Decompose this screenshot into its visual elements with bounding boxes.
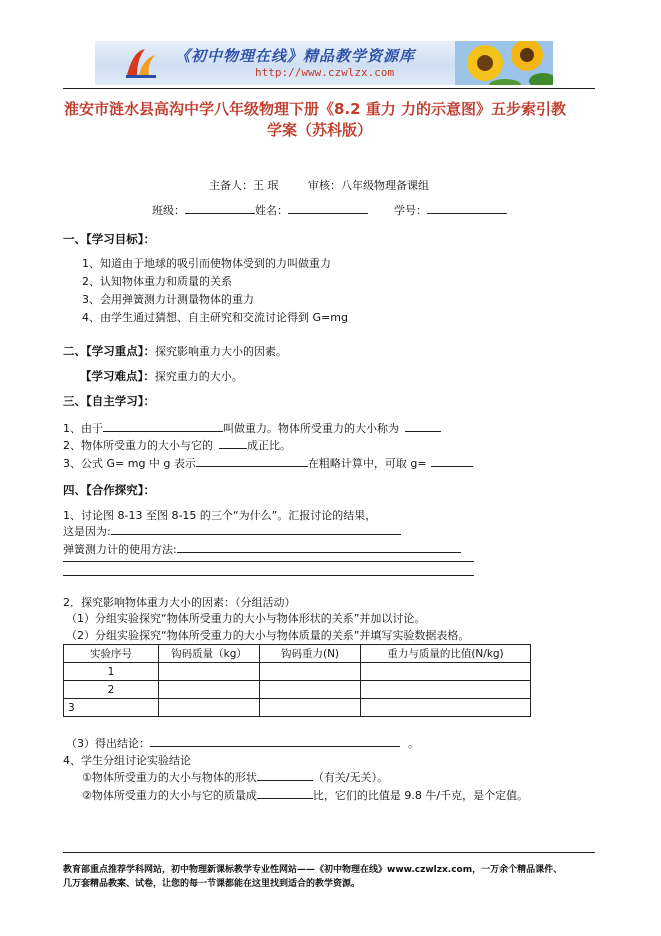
table-cell[interactable] [361,681,531,699]
class-field [152,202,507,218]
goal-item-3: 3、会用弹簧测力计测量物体的重力 [82,293,254,306]
difficulty-heading: 【学习难点】： [80,369,155,383]
conclusion-2-prefix: ②物体所受重力的大小与它的质量成 [82,789,257,802]
goal-item-4: 4、由学生通过猜想、自主研究和交流讨论得到 G=mg [82,311,348,324]
name-blank [288,203,368,214]
table-cell[interactable] [159,681,260,699]
header-divider [63,88,595,89]
section-learning-goals: 一、【学习目标】： [63,232,155,246]
banner-title: 《初中物理在线》精品教学资源库 [175,47,416,65]
table-row [64,681,531,699]
class-label: 班级： [152,204,185,217]
banner-url: http://www.czwlzx.com [255,66,395,79]
footer-divider [63,852,595,853]
experiment-data-table [63,644,531,717]
key-points-text: 探究影响重力大小的因素。 [155,345,287,358]
coop-q4: 4、学生分组讨论实验结论 [63,754,191,767]
q1-blank-1 [103,421,223,432]
reviewer-label: 审核：八年级物理备课组 [308,179,429,192]
conclusion-1-blank [257,770,313,781]
coop-usage [63,541,461,557]
table-cell[interactable] [361,663,531,681]
table-cell: 1 [64,663,159,681]
coop-q2-2: （2）分组实验探究“物体所受重力的大小与物体质量的关系”并填写实验数据表格。 [66,629,470,642]
table-header-row [64,645,531,663]
coop-q2-3 [66,735,419,751]
class-blank [185,203,255,214]
page-title-line1: 淮安市涟水县高沟中学八年级物理下册《8.2 重力 力的示意图》五步索引教 [64,100,567,118]
conclusion-1 [82,769,388,785]
q2-blank [219,438,247,449]
section-self-study: 三、【自主学习】： [63,394,155,408]
table-cell[interactable] [260,663,361,681]
conclusion-end: 。 [408,737,419,750]
q3-blank-1 [196,456,308,467]
conclusion-1-prefix: ①物体所受重力的大小与物体的形状 [82,771,257,784]
table-row [64,699,531,717]
usage-blank [177,542,461,553]
coop-q1: 1、讨论图 8-13 至图 8-15 的三个“为什么”。汇报讨论的结果， [63,509,377,522]
q2-suffix: 成正比。 [247,439,291,452]
coop-q2: 2．探究影响物体重力大小的因素：（分组活动） [63,596,296,609]
table-cell: 3 [64,699,159,717]
coop-q2-1: （1）分组实验探究“物体所受重力的大小与物体形状的关系”并加以讨论。 [66,612,426,625]
conclusion-blank [150,736,400,747]
q3-prefix: 3、公式 G= mg 中 g 表示 [63,457,196,470]
reason-label: 这是因为: [63,525,111,538]
page-title-line2: 学案（苏科版） [267,121,373,139]
coop-reason [63,523,401,539]
goal-item-2: 2、认知物体重力和质量的关系 [82,275,232,288]
header-banner [95,41,553,85]
table-cell[interactable] [159,663,260,681]
conclusion-2-blank [257,788,313,799]
self-study-q1 [63,420,441,436]
conclusion-1-suffix: （有关/无关）。 [312,771,389,784]
column-header: 钩码重力(N) [260,645,361,663]
site-logo-icon [123,45,159,81]
self-study-q2 [63,437,291,453]
student-id-blank [427,203,507,214]
usage-line-3 [63,575,474,576]
column-header: 实验序号 [64,645,159,663]
reason-blank [111,524,401,535]
table-cell[interactable] [361,699,531,717]
preparer-label: 主备人：王 珉 [209,179,279,192]
sunflower-image [455,41,553,85]
conclusion-label: （3）得出结论： [66,737,150,750]
q2-prefix: 2、物体所受重力的大小与它的 [63,439,213,452]
difficulty-text: 探究重力的大小。 [154,370,243,383]
q1-prefix: 1、由于 [63,422,103,435]
usage-label: 弹簧测力计的使用方法: [63,543,177,556]
column-header: 重力与质量的比值(N/kg) [361,645,531,663]
q3-blank-2 [431,456,473,467]
table-cell[interactable] [159,699,260,717]
conclusion-2-suffix: 比，它们的比值是 9.8 牛/千克，是个定值。 [312,789,529,802]
self-study-q3 [63,455,473,471]
q3-middle: 在粗略计算中，可取 g= [307,457,427,470]
usage-line-2 [63,561,474,562]
section-cooperative: 四、【合作探究】： [63,483,155,497]
q1-middle: 叫做重力。物体所受重力的大小称为 [223,422,399,435]
key-points-heading: 二、【学习重点】： [63,344,155,358]
conclusion-2 [82,787,528,803]
table-cell: 2 [64,681,159,699]
student-id-label: 学号： [394,204,427,217]
footer-line-2: 几万套精品教案、试卷，让您的每一节课都能在这里找到适合的教学资源。 [63,879,361,889]
q1-blank-2 [405,421,441,432]
goal-item-1: 1、知道由于地球的吸引而使物体受到的力叫做重力 [82,257,331,270]
column-header: 钩码质量（kg） [159,645,260,663]
footer-line-1: 教育部重点推荐学科网站，初中物理新课标教学专业性网站——《初中物理在线》www.czwlzx.com，一万余个精品课件、 [63,865,563,875]
table-cell[interactable] [260,681,361,699]
table-cell[interactable] [260,699,361,717]
section-key-points [63,343,287,359]
name-label: 姓名： [255,204,288,217]
difficulty-row [80,368,243,384]
table-row [64,663,531,681]
